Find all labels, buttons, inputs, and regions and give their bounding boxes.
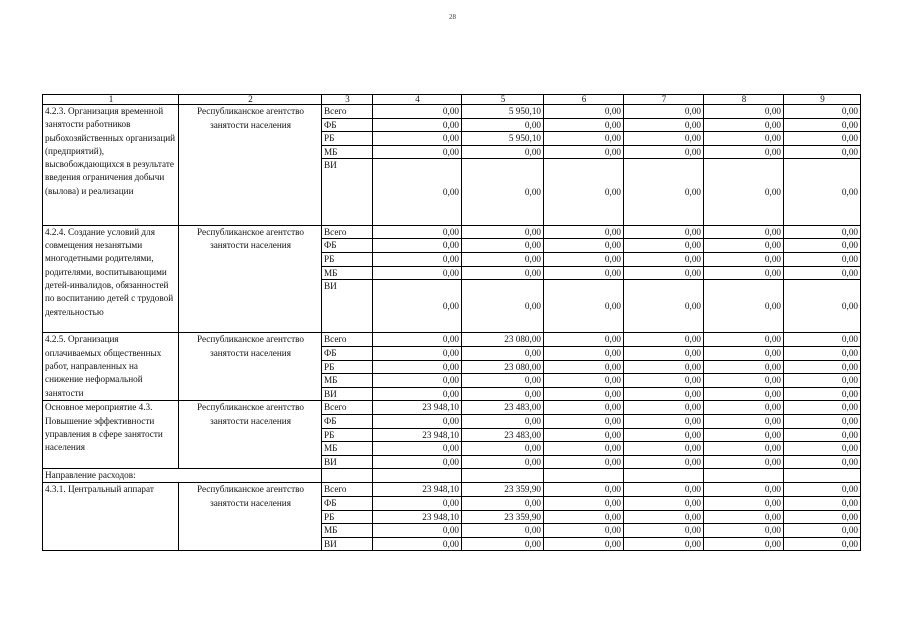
amount-cell: 0,00 xyxy=(462,496,544,510)
amount-cell: 0,00 xyxy=(373,253,462,267)
amount-cell: 0,00 xyxy=(704,253,784,267)
funding-source: МБ xyxy=(322,374,373,388)
amount-cell: 23 948,10 xyxy=(373,428,462,442)
empty-cell xyxy=(624,469,704,483)
amount-cell: 0,00 xyxy=(462,415,544,429)
amount-cell: 0,00 xyxy=(784,483,861,497)
amount-cell: 0,00 xyxy=(704,387,784,401)
amount-cell: 0,00 xyxy=(624,253,704,267)
empty-cell xyxy=(544,469,624,483)
amount-cell: 0,00 xyxy=(784,510,861,524)
amount-cell: 0,00 xyxy=(704,280,784,333)
amount-cell: 0,00 xyxy=(544,387,624,401)
funding-source: РБ xyxy=(322,360,373,374)
amount-cell: 0,00 xyxy=(624,132,704,146)
amount-cell: 0,00 xyxy=(544,132,624,146)
funding-source: Всего xyxy=(322,401,373,415)
amount-cell: 0,00 xyxy=(373,442,462,456)
funding-source: ВИ xyxy=(322,455,373,469)
column-number: 5 xyxy=(462,95,544,105)
amount-cell: 0,00 xyxy=(544,159,624,226)
amount-cell: 0,00 xyxy=(462,374,544,388)
amount-cell: 23 359,90 xyxy=(462,483,544,497)
amount-cell: 0,00 xyxy=(373,537,462,551)
amount-cell: 0,00 xyxy=(704,524,784,538)
amount-cell: 0,00 xyxy=(624,239,704,253)
amount-cell: 0,00 xyxy=(544,118,624,132)
table-row xyxy=(43,105,861,119)
amount-cell: 0,00 xyxy=(704,145,784,159)
column-number: 3 xyxy=(322,95,373,105)
amount-cell: 0,00 xyxy=(373,455,462,469)
amount-cell: 0,00 xyxy=(462,266,544,280)
responsible-agency: Республиканское агентство занятости населения xyxy=(179,105,322,226)
amount-cell: 0,00 xyxy=(784,524,861,538)
amount-cell: 0,00 xyxy=(784,159,861,226)
amount-cell: 0,00 xyxy=(624,442,704,456)
amount-cell: 0,00 xyxy=(544,455,624,469)
amount-cell: 0,00 xyxy=(544,374,624,388)
column-number: 1 xyxy=(43,95,179,105)
amount-cell: 0,00 xyxy=(704,537,784,551)
event-name: 4.2.5. Организация оплачиваемых общественных работ, направленных на снижение неформальной занятости xyxy=(43,333,179,401)
empty-cell xyxy=(373,469,462,483)
table-row xyxy=(43,401,861,415)
amount-cell: 0,00 xyxy=(462,524,544,538)
amount-cell: 0,00 xyxy=(784,280,861,333)
column-number: 2 xyxy=(179,95,322,105)
funding-source: ВИ xyxy=(322,387,373,401)
amount-cell: 0,00 xyxy=(624,524,704,538)
amount-cell: 0,00 xyxy=(704,159,784,226)
amount-cell: 0,00 xyxy=(624,347,704,361)
event-name: 4.3.1. Центральный аппарат xyxy=(43,483,179,551)
amount-cell: 23 080,00 xyxy=(462,360,544,374)
column-number: 7 xyxy=(624,95,704,105)
amount-cell: 0,00 xyxy=(624,266,704,280)
amount-cell: 23 080,00 xyxy=(462,333,544,347)
amount-cell: 0,00 xyxy=(544,442,624,456)
amount-cell: 0,00 xyxy=(462,118,544,132)
amount-cell: 0,00 xyxy=(544,415,624,429)
amount-cell: 0,00 xyxy=(462,145,544,159)
amount-cell: 0,00 xyxy=(373,225,462,239)
amount-cell: 0,00 xyxy=(624,510,704,524)
table-row xyxy=(43,225,861,239)
responsible-agency: Республиканское агентство занятости населения xyxy=(179,333,322,401)
amount-cell: 0,00 xyxy=(704,360,784,374)
column-number-row xyxy=(43,95,861,105)
amount-cell: 0,00 xyxy=(373,105,462,119)
amount-cell: 0,00 xyxy=(624,333,704,347)
amount-cell: 0,00 xyxy=(462,442,544,456)
amount-cell: 23 948,10 xyxy=(373,401,462,415)
amount-cell: 0,00 xyxy=(784,442,861,456)
amount-cell: 0,00 xyxy=(784,415,861,429)
amount-cell: 0,00 xyxy=(373,132,462,146)
amount-cell: 0,00 xyxy=(462,347,544,361)
event-name: 4.2.3. Организация временной занятости работников рыбохозяйственных организаций (предприятий), высвобождающихся в результате введения ограничения добычи (вылова) и реализации xyxy=(43,105,179,226)
amount-cell: 0,00 xyxy=(624,483,704,497)
amount-cell: 23 359,90 xyxy=(462,510,544,524)
amount-cell: 0,00 xyxy=(373,159,462,226)
amount-cell: 0,00 xyxy=(373,360,462,374)
funding-source: РБ xyxy=(322,132,373,146)
amount-cell: 0,00 xyxy=(544,333,624,347)
amount-cell: 0,00 xyxy=(544,225,624,239)
amount-cell: 0,00 xyxy=(544,280,624,333)
amount-cell: 0,00 xyxy=(624,118,704,132)
responsible-agency: Республиканское агентство занятости населения xyxy=(179,483,322,551)
column-number: 4 xyxy=(373,95,462,105)
amount-cell: 0,00 xyxy=(624,415,704,429)
amount-cell: 0,00 xyxy=(544,537,624,551)
amount-cell: 0,00 xyxy=(544,347,624,361)
amount-cell: 0,00 xyxy=(373,280,462,333)
amount-cell: 0,00 xyxy=(624,496,704,510)
amount-cell: 0,00 xyxy=(462,239,544,253)
amount-cell: 0,00 xyxy=(462,387,544,401)
amount-cell: 0,00 xyxy=(462,225,544,239)
amount-cell: 0,00 xyxy=(462,159,544,226)
amount-cell: 0,00 xyxy=(373,415,462,429)
funding-source: Всего xyxy=(322,105,373,119)
column-number: 8 xyxy=(704,95,784,105)
amount-cell: 23 483,00 xyxy=(462,401,544,415)
funding-source: ФБ xyxy=(322,118,373,132)
amount-cell: 0,00 xyxy=(784,266,861,280)
funding-source: РБ xyxy=(322,428,373,442)
funding-source: МБ xyxy=(322,145,373,159)
amount-cell: 0,00 xyxy=(784,132,861,146)
amount-cell: 0,00 xyxy=(544,524,624,538)
amount-cell: 0,00 xyxy=(704,239,784,253)
funding-source: Всего xyxy=(322,225,373,239)
amount-cell: 0,00 xyxy=(544,239,624,253)
amount-cell: 0,00 xyxy=(462,455,544,469)
responsible-agency: Республиканское агентство занятости населения xyxy=(179,401,322,469)
event-name: Основное мероприятие 4.3. Повышение эффективности управления в сфере занятости населения xyxy=(43,401,179,469)
funding-source: МБ xyxy=(322,442,373,456)
amount-cell: 0,00 xyxy=(544,510,624,524)
amount-cell: 0,00 xyxy=(704,333,784,347)
amount-cell: 0,00 xyxy=(462,253,544,267)
amount-cell: 0,00 xyxy=(704,266,784,280)
amount-cell: 0,00 xyxy=(704,455,784,469)
section-heading-row xyxy=(43,469,861,483)
amount-cell: 0,00 xyxy=(704,132,784,146)
amount-cell: 0,00 xyxy=(462,280,544,333)
amount-cell: 0,00 xyxy=(624,159,704,226)
empty-cell xyxy=(462,469,544,483)
amount-cell: 23 483,00 xyxy=(462,428,544,442)
amount-cell: 0,00 xyxy=(784,360,861,374)
amount-cell: 0,00 xyxy=(704,415,784,429)
amount-cell: 0,00 xyxy=(373,374,462,388)
amount-cell: 0,00 xyxy=(784,118,861,132)
amount-cell: 0,00 xyxy=(373,118,462,132)
amount-cell: 0,00 xyxy=(704,442,784,456)
amount-cell: 0,00 xyxy=(704,374,784,388)
amount-cell: 0,00 xyxy=(704,105,784,119)
funding-source: ФБ xyxy=(322,496,373,510)
amount-cell: 0,00 xyxy=(704,225,784,239)
table-row xyxy=(43,333,861,347)
amount-cell: 0,00 xyxy=(624,360,704,374)
amount-cell: 0,00 xyxy=(624,105,704,119)
amount-cell: 0,00 xyxy=(784,496,861,510)
funding-source: МБ xyxy=(322,266,373,280)
amount-cell: 0,00 xyxy=(373,524,462,538)
amount-cell: 0,00 xyxy=(784,239,861,253)
amount-cell: 0,00 xyxy=(784,428,861,442)
page-number: 28 xyxy=(449,13,456,21)
responsible-agency: Республиканское агентство занятости населения xyxy=(179,225,322,333)
amount-cell: 0,00 xyxy=(544,266,624,280)
amount-cell: 0,00 xyxy=(624,537,704,551)
amount-cell: 0,00 xyxy=(624,145,704,159)
amount-cell: 0,00 xyxy=(784,333,861,347)
amount-cell: 0,00 xyxy=(373,496,462,510)
amount-cell: 0,00 xyxy=(784,347,861,361)
column-number: 9 xyxy=(784,95,861,105)
amount-cell: 0,00 xyxy=(784,105,861,119)
amount-cell: 0,00 xyxy=(544,360,624,374)
event-name: 4.2.4. Создание условий для совмещения незанятыми многодетными родителями, родителями, воспитывающими детей-инвалидов, обязанностей по воспитанию детей с трудовой деятельностью xyxy=(43,225,179,333)
amount-cell: 0,00 xyxy=(624,280,704,333)
funding-source: ВИ xyxy=(322,159,373,226)
funding-source: ВИ xyxy=(322,280,373,333)
amount-cell: 0,00 xyxy=(373,347,462,361)
amount-cell: 0,00 xyxy=(704,428,784,442)
amount-cell: 0,00 xyxy=(373,266,462,280)
funding-source: ФБ xyxy=(322,239,373,253)
funding-source: Всего xyxy=(322,333,373,347)
amount-cell: 0,00 xyxy=(704,483,784,497)
amount-cell: 0,00 xyxy=(784,225,861,239)
funding-source: ФБ xyxy=(322,415,373,429)
amount-cell: 0,00 xyxy=(704,347,784,361)
amount-cell: 0,00 xyxy=(784,374,861,388)
amount-cell: 0,00 xyxy=(544,145,624,159)
amount-cell: 5 950,10 xyxy=(462,105,544,119)
amount-cell: 0,00 xyxy=(373,239,462,253)
amount-cell: 0,00 xyxy=(462,537,544,551)
amount-cell: 0,00 xyxy=(624,401,704,415)
funding-source: РБ xyxy=(322,510,373,524)
amount-cell: 0,00 xyxy=(544,428,624,442)
amount-cell: 0,00 xyxy=(544,105,624,119)
amount-cell: 23 948,10 xyxy=(373,510,462,524)
budget-table xyxy=(42,94,861,551)
amount-cell: 0,00 xyxy=(704,510,784,524)
funding-source: РБ xyxy=(322,253,373,267)
amount-cell: 0,00 xyxy=(624,387,704,401)
amount-cell: 0,00 xyxy=(784,253,861,267)
funding-source: Всего xyxy=(322,483,373,497)
amount-cell: 0,00 xyxy=(784,401,861,415)
table-row xyxy=(43,483,861,497)
amount-cell: 0,00 xyxy=(784,537,861,551)
amount-cell: 0,00 xyxy=(704,496,784,510)
amount-cell: 0,00 xyxy=(784,387,861,401)
empty-cell xyxy=(784,469,861,483)
amount-cell: 0,00 xyxy=(544,401,624,415)
column-number: 6 xyxy=(544,95,624,105)
funding-source: МБ xyxy=(322,524,373,538)
empty-cell xyxy=(704,469,784,483)
amount-cell: 0,00 xyxy=(373,145,462,159)
amount-cell: 0,00 xyxy=(373,333,462,347)
amount-cell: 0,00 xyxy=(624,455,704,469)
section-heading: Направление расходов: xyxy=(43,469,322,483)
amount-cell: 0,00 xyxy=(624,428,704,442)
empty-cell xyxy=(322,469,373,483)
funding-source: ФБ xyxy=(322,347,373,361)
amount-cell: 0,00 xyxy=(784,145,861,159)
amount-cell: 0,00 xyxy=(544,483,624,497)
funding-source: ВИ xyxy=(322,537,373,551)
amount-cell: 0,00 xyxy=(624,374,704,388)
amount-cell: 0,00 xyxy=(704,118,784,132)
amount-cell: 0,00 xyxy=(784,455,861,469)
amount-cell: 0,00 xyxy=(704,401,784,415)
amount-cell: 0,00 xyxy=(544,496,624,510)
amount-cell: 23 948,10 xyxy=(373,483,462,497)
amount-cell: 5 950,10 xyxy=(462,132,544,146)
amount-cell: 0,00 xyxy=(544,253,624,267)
amount-cell: 0,00 xyxy=(373,387,462,401)
amount-cell: 0,00 xyxy=(624,225,704,239)
